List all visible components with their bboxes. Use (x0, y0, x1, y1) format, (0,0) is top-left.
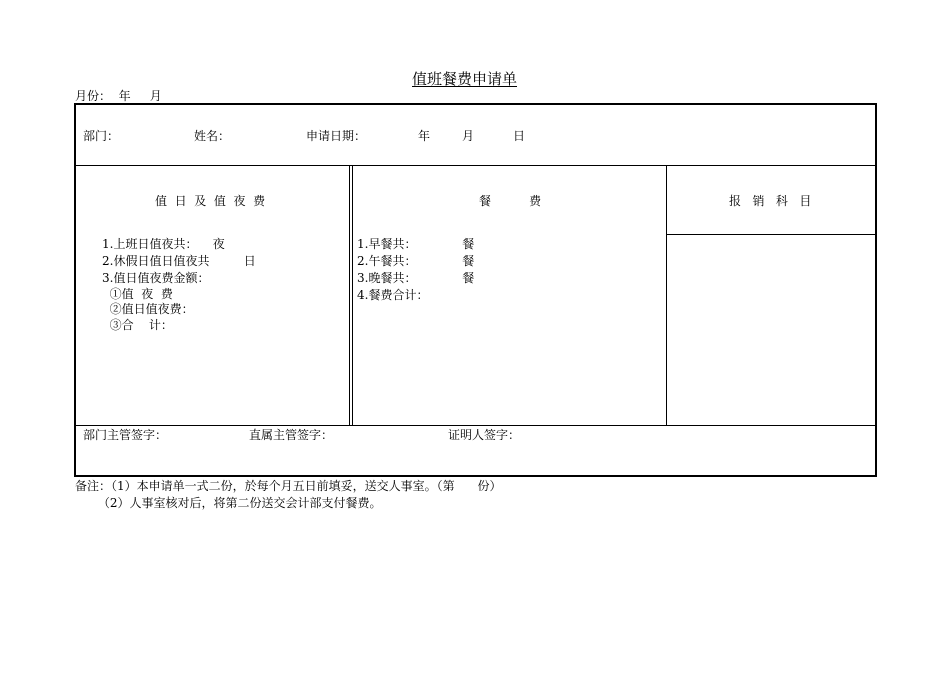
col3-header: 报 销 科 目 (729, 194, 812, 208)
signature-divider (75, 425, 875, 426)
date-day-label: 日 (513, 129, 526, 143)
header-divider (75, 165, 875, 166)
col1-line: 2.休假日值日值夜共 日 (102, 254, 256, 268)
col1-header: 值 日 及 值 夜 费 (155, 194, 266, 208)
date-month-label: 月 (462, 129, 475, 143)
col2-line: 3.晚餐共： 餐 (357, 271, 475, 285)
form-table (74, 103, 877, 477)
col1-line: 3.值日值夜费金额： (102, 271, 210, 285)
col1-line: ①值 夜 费 (102, 287, 173, 301)
note-line: （2）人事室核对后，将第二份送交会计部支付餐费。 (75, 496, 382, 510)
direct-supervisor-signature-label: 直属主管签字： (249, 428, 334, 442)
month-line: 月份： 年 月 (75, 89, 162, 103)
col1-line: ③合 计： (102, 318, 173, 332)
witness-signature-label: 证明人签字： (448, 428, 521, 442)
col2-line: 2.午餐共： 餐 (357, 254, 475, 268)
dept-head-signature-label: 部门主管签字： (83, 428, 168, 442)
col2-line: 4.餐费合计： (357, 288, 429, 302)
note-line: 备注：（1）本申请单一式二份，於每个月五日前填妥，送交人事室。（第 份） (75, 479, 502, 493)
form-title: 值班餐费申请单 (412, 70, 518, 88)
dept-label: 部门： (83, 129, 120, 143)
col3-header-divider (666, 234, 875, 235)
date-year-label: 年 (418, 129, 431, 143)
col2-header: 餐 费 (479, 194, 542, 208)
col-divider-2 (666, 165, 667, 425)
apply-date-label: 申请日期： (306, 129, 367, 143)
col-divider-1b (352, 165, 353, 425)
col-divider-1a (349, 165, 350, 425)
col1-line: ②值日值夜费： (102, 302, 194, 316)
col2-line: 1.早餐共： 餐 (357, 237, 475, 251)
name-label: 姓名： (194, 129, 231, 143)
col1-line: 1.上班日值夜共： 夜 (102, 237, 225, 251)
